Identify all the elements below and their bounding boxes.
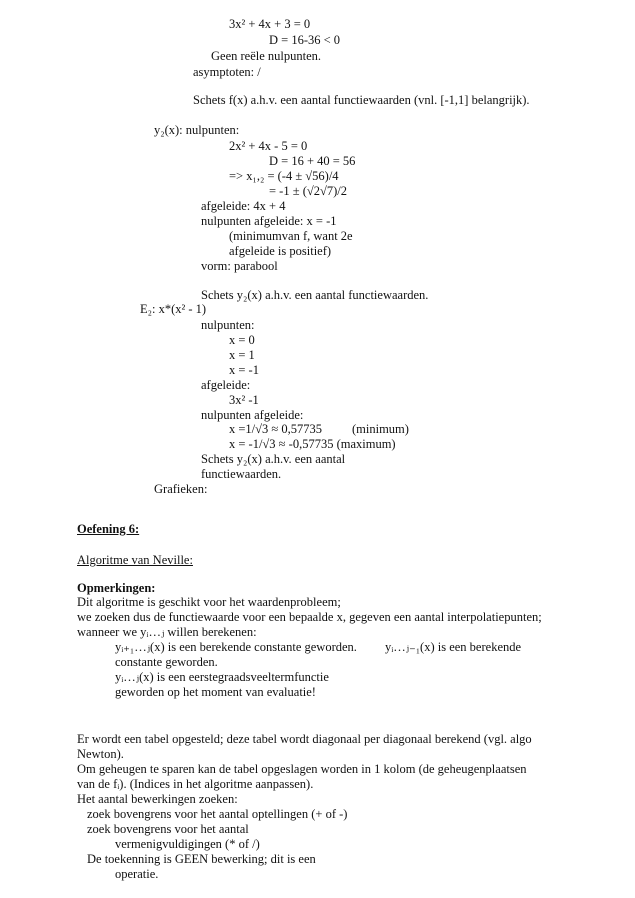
- text-line: yᵢ…ⱼ(x) is een eerstegraadsveeltermfunctie: [115, 670, 329, 684]
- text-line: geworden op het moment van evaluatie!: [115, 685, 316, 699]
- discriminant-line: D = 16-36 < 0: [269, 33, 341, 47]
- text-line: nulpunten:: [201, 318, 255, 332]
- text-line: Dit algoritme is geschikt voor het waardenprobleem;: [77, 595, 341, 609]
- section-heading: Oefening 6:: [77, 522, 140, 536]
- equation-line: 3x² + 4x + 3 = 0: [229, 17, 311, 31]
- text-line: afgeleide: 4x + 4: [201, 199, 286, 213]
- text-line: zoek bovengrens voor het aantal optellingen (+ of -): [87, 807, 348, 821]
- text-line: vorm: parabool: [201, 259, 278, 273]
- text-line: Er wordt een tabel opgesteld; deze tabel wordt diagonaal per diagonaal berekend (vgl. algo: [77, 732, 532, 746]
- text-line: Om geheugen te sparen kan de tabel opgeslagen worden in 1 kolom (de geheugenplaatsen: [77, 762, 527, 776]
- text-line: Schets f(x) a.h.v. een aantal functiewaarden (vnl. [-1,1] belangrijk).: [193, 93, 530, 107]
- text-line: Newton).: [77, 747, 124, 761]
- equation-line: x = -1/√3 ≈ -0,57735 (maximum): [229, 437, 396, 451]
- equation-line: x =1/√3 ≈ 0,57735: [229, 422, 322, 436]
- text-line: operatie.: [115, 867, 159, 881]
- text-line: E₂: x*(x² - 1): [140, 302, 207, 316]
- text-line: zoek bovengrens voor het aantal: [87, 822, 249, 836]
- text-line: Schets y₂(x) a.h.v. een aantal: [201, 452, 346, 466]
- text-line: yᵢ…ⱼ₋₁(x) is een berekende: [385, 640, 522, 654]
- equation-line: 3x² -1: [229, 393, 259, 407]
- text-line: yᵢ₊₁…ⱼ(x) is een berekende constante geworden.: [115, 640, 357, 654]
- text-line: wanneer we yᵢ…ⱼ willen berekenen:: [77, 625, 257, 639]
- text-line: functiewaarden.: [201, 467, 282, 481]
- text-line: vermenigvuldigingen (* of /): [115, 837, 260, 851]
- equation-line: = -1 ± (√2√7)/2: [269, 184, 347, 198]
- text-line: Geen reële nulpunten.: [211, 49, 322, 63]
- text-line: afgeleide is positief): [229, 244, 332, 258]
- text-line: nulpunten afgeleide:: [201, 408, 304, 422]
- text-line: De toekenning is GEEN bewerking; dit is een: [87, 852, 316, 866]
- text-line: van de fᵢ). (Indices in het algoritme aanpassen).: [77, 777, 314, 791]
- equation-line: => x₁,₂ = (-4 ± √56)/4: [229, 169, 339, 183]
- text-line: nulpunten afgeleide: x = -1: [201, 214, 337, 228]
- equation-line: x = 0: [229, 333, 255, 347]
- discriminant-line: D = 16 + 40 = 56: [269, 154, 356, 168]
- text-line: asymptoten: /: [193, 65, 261, 79]
- text-line: y₂(x): nulpunten:: [154, 123, 240, 137]
- text-line: (minimum): [352, 422, 409, 436]
- text-line: Schets y₂(x) a.h.v. een aantal functiewaarden.: [201, 288, 429, 302]
- text-line: Het aantal bewerkingen zoeken:: [77, 792, 238, 806]
- text-line: Grafieken:: [154, 482, 208, 496]
- text-line: afgeleide:: [201, 378, 251, 392]
- text-line: we zoeken dus de functiewaarde voor een bepaalde x, gegeven een aantal interpolatiepunten;: [77, 610, 542, 624]
- subsection-heading: Algoritme van Neville:: [77, 553, 193, 567]
- text-line: constante geworden.: [115, 655, 218, 669]
- equation-line: x = 1: [229, 348, 255, 362]
- text-line: (minimumvan f, want 2e: [229, 229, 353, 243]
- equation-line: 2x² + 4x - 5 = 0: [229, 139, 308, 153]
- equation-line: x = -1: [229, 363, 259, 377]
- remarks-heading: Opmerkingen:: [77, 581, 156, 595]
